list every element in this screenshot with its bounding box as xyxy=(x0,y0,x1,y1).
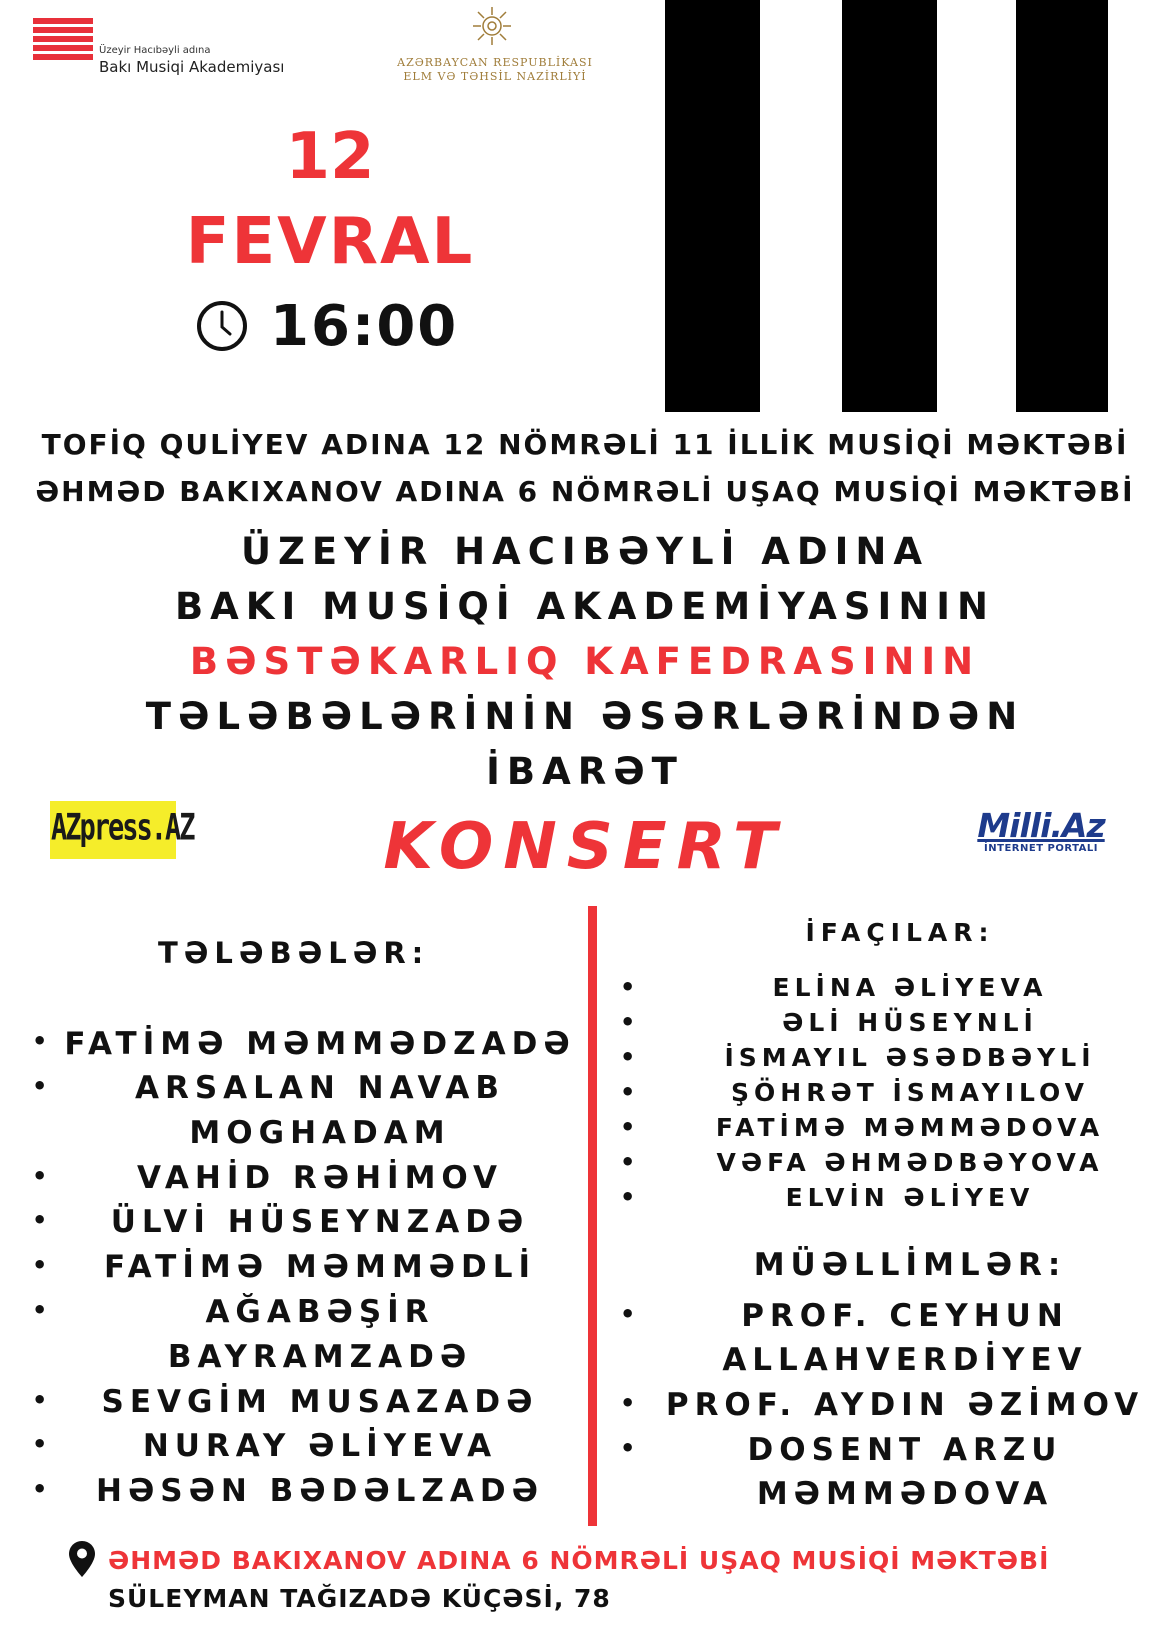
azpress-logo-text: AZpress.AZ xyxy=(51,807,194,850)
bullet-icon: • xyxy=(620,1043,636,1071)
student-item: AĞABƏŞİR xyxy=(205,1294,435,1330)
column-divider xyxy=(588,906,597,1526)
organizer-line: ƏHMƏD BAKIXANOV ADINA 6 NÖMRƏLİ UŞAQ MUSİQİ MƏKTƏBİ xyxy=(35,475,1135,508)
event-month: FEVRAL xyxy=(185,205,475,279)
bullet-icon: • xyxy=(620,1078,636,1106)
teacher-item: PROF. AYDIN ƏZİMOV xyxy=(665,1387,1145,1423)
performer-item: İSMAYIL ƏSƏDBƏYLİ xyxy=(724,1043,1096,1072)
performer-item: ƏLİ HÜSEYNLİ xyxy=(782,1008,1038,1037)
bullet-icon: • xyxy=(32,1206,48,1234)
student-item: FATİMƏ MƏMMƏDLİ xyxy=(103,1249,537,1285)
bullet-icon: • xyxy=(32,1296,48,1324)
performer-item: ELİNA ƏLİYEVA xyxy=(772,973,1048,1002)
decor-stripe xyxy=(1016,0,1108,412)
academy-logo-icon xyxy=(33,18,93,70)
ministry-name-line2: ELM VƏ TƏHSİL NAZİRLİYİ xyxy=(403,70,587,83)
bullet-icon: • xyxy=(32,1386,48,1414)
venue-street: SÜLEYMAN TAĞIZADƏ KÜÇƏSİ, 78 xyxy=(108,1584,611,1613)
decor-stripe xyxy=(665,0,760,412)
title-line: TƏLƏBƏLƏRİNİN ƏSƏRLƏRİNDƏN xyxy=(145,695,1025,738)
bullet-icon: • xyxy=(620,1300,636,1328)
student-item: BAYRAMZADƏ xyxy=(167,1339,473,1375)
academy-name: Bakı Musiqi Akademiyası xyxy=(99,58,285,76)
teacher-item: DOSENT ARZU xyxy=(747,1432,1063,1468)
student-item: MOGHADAM xyxy=(189,1115,451,1151)
bullet-icon: • xyxy=(620,1148,636,1176)
title-line: BAKI MUSİQİ AKADEMİYASININ xyxy=(174,585,996,628)
academy-subtitle: Üzeyir Hacıbəyli adına xyxy=(99,45,211,56)
venue-name: ƏHMƏD BAKIXANOV ADINA 6 NÖMRƏLİ UŞAQ MUSİQİ MƏKTƏBİ xyxy=(108,1546,1050,1575)
student-item: NURAY ƏLİYEVA xyxy=(142,1428,498,1464)
student-item: FATİMƏ MƏMMƏDZADƏ xyxy=(64,1026,576,1062)
bullet-icon: • xyxy=(32,1162,48,1190)
title-line: İBARƏT xyxy=(486,750,684,793)
location-pin-icon xyxy=(68,1540,96,1578)
student-item: VAHİD RƏHİMOV xyxy=(137,1160,503,1196)
bullet-icon: • xyxy=(32,1027,48,1055)
bullet-icon: • xyxy=(620,1113,636,1141)
performer-item: ŞÖHRƏT İSMAYILOV xyxy=(731,1078,1089,1107)
bullet-icon: • xyxy=(620,1008,636,1036)
bullet-icon: • xyxy=(32,1251,48,1279)
bullet-icon: • xyxy=(32,1475,48,1503)
performers-heading: İFAÇILAR: xyxy=(805,918,995,947)
bullet-icon: • xyxy=(32,1072,48,1100)
teacher-item: MƏMMƏDOVA xyxy=(756,1476,1054,1512)
decor-stripe xyxy=(842,0,937,412)
title-line-highlight: BƏSTƏKARLIQ KAFEDRASININ xyxy=(189,640,981,683)
organizer-line: TOFİQ QULİYEV ADINA 12 NÖMRƏLİ 11 İLLİK MUSİQİ MƏKTƏBİ xyxy=(41,428,1129,461)
ministry-emblem-icon xyxy=(470,4,514,48)
milli-logo xyxy=(976,806,1106,854)
performer-item: VƏFA ƏHMƏDBƏYOVA xyxy=(716,1148,1104,1177)
bullet-icon: • xyxy=(620,1434,636,1462)
student-item: SEVGİM MUSAZADƏ xyxy=(101,1384,539,1420)
milli-logo-subtitle: İNTERNET PORTALI xyxy=(984,843,1098,854)
bullet-icon: • xyxy=(32,1430,48,1458)
bullet-icon: • xyxy=(620,973,636,1001)
title-line: ÜZEYİR HACIBƏYLİ ADINA xyxy=(241,530,929,573)
student-item: HƏSƏN BƏDƏLZADƏ xyxy=(96,1473,544,1509)
event-day: 12 xyxy=(285,120,375,194)
student-item: ARSALAN NAVAB xyxy=(134,1070,505,1106)
student-item: ÜLVİ HÜSEYNZADƏ xyxy=(110,1204,530,1240)
bullet-icon: • xyxy=(620,1389,636,1417)
milli-logo-text: Milli.Az xyxy=(977,806,1105,845)
teacher-item: ALLAHVERDİYEV xyxy=(722,1342,1088,1378)
bullet-icon: • xyxy=(620,1183,636,1211)
ministry-name-line1: AZƏRBAYCAN RESPUBLİKASI xyxy=(397,56,593,69)
teachers-heading: MÜƏLLİMLƏR: xyxy=(753,1247,1067,1283)
performer-item: FATİMƏ MƏMMƏDOVA xyxy=(715,1113,1105,1142)
performer-item: ELVİN ƏLİYEV xyxy=(785,1183,1035,1212)
clock-icon xyxy=(196,300,248,352)
teacher-item: PROF. CEYHUN xyxy=(741,1298,1069,1334)
students-heading: TƏLƏBƏLƏR: xyxy=(158,936,430,970)
konsert-title: KONSERT xyxy=(383,810,787,884)
event-time: 16:00 xyxy=(270,294,459,359)
